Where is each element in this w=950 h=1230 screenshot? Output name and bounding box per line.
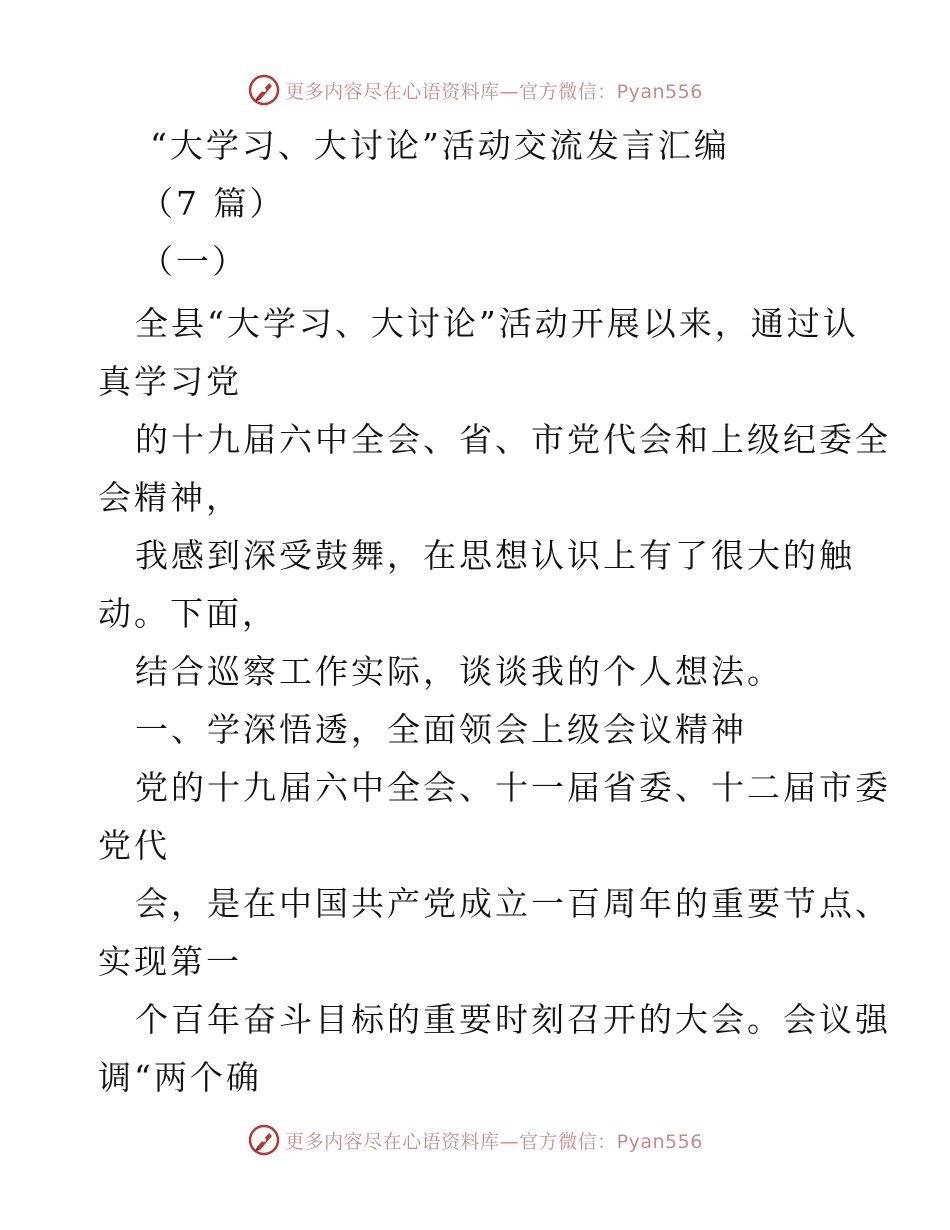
paragraph-line: 结合巡察工作实际，谈谈我的个人想法。 [135,652,783,691]
paragraph-line: 真学习党 [98,362,242,401]
paragraph-line: 调“两个确 [98,1058,262,1097]
paragraph-line: 我感到深受鼓舞，在思想认识上有了很大的触 [135,536,855,575]
paragraph-line: 会，是在中国共产党成立一百周年的重要节点、 [135,884,891,923]
pen-nib-circle-icon [247,1123,281,1157]
footer-watermark [0,1120,950,1160]
pen-nib-circle-icon [247,73,281,107]
watermark-text: 更多内容尽在心语资料库—官方微信：Pyan556 [285,1130,703,1153]
header-watermark [0,70,950,110]
document-subtitle: （7 篇） [140,184,286,223]
paragraph-line: 党的十九届六中全会、十一届省委、十二届市委 [135,768,891,807]
watermark-text: 更多内容尽在心语资料库—官方微信：Pyan556 [285,80,703,103]
paragraph-line: 个百年奋斗目标的重要时刻召开的大会。会议强 [135,1000,891,1039]
paragraph-line: 全县“大学习、大讨论”活动开展以来，通过认 [135,304,859,343]
section-heading: 一、学深悟透，全面领会上级会议精神 [135,710,747,749]
paragraph-line: 党代 [98,826,170,865]
paragraph-line: 动。下面， [98,594,278,633]
paragraph-line: 实现第一 [98,942,242,981]
document-title: “大学习、大讨论”活动交流发言汇编 [150,126,730,165]
paragraph-line: 会精神， [98,478,242,517]
paragraph-line: 的十九届六中全会、省、市党代会和上级纪委全 [135,420,891,459]
section-number: （一） [140,242,248,281]
